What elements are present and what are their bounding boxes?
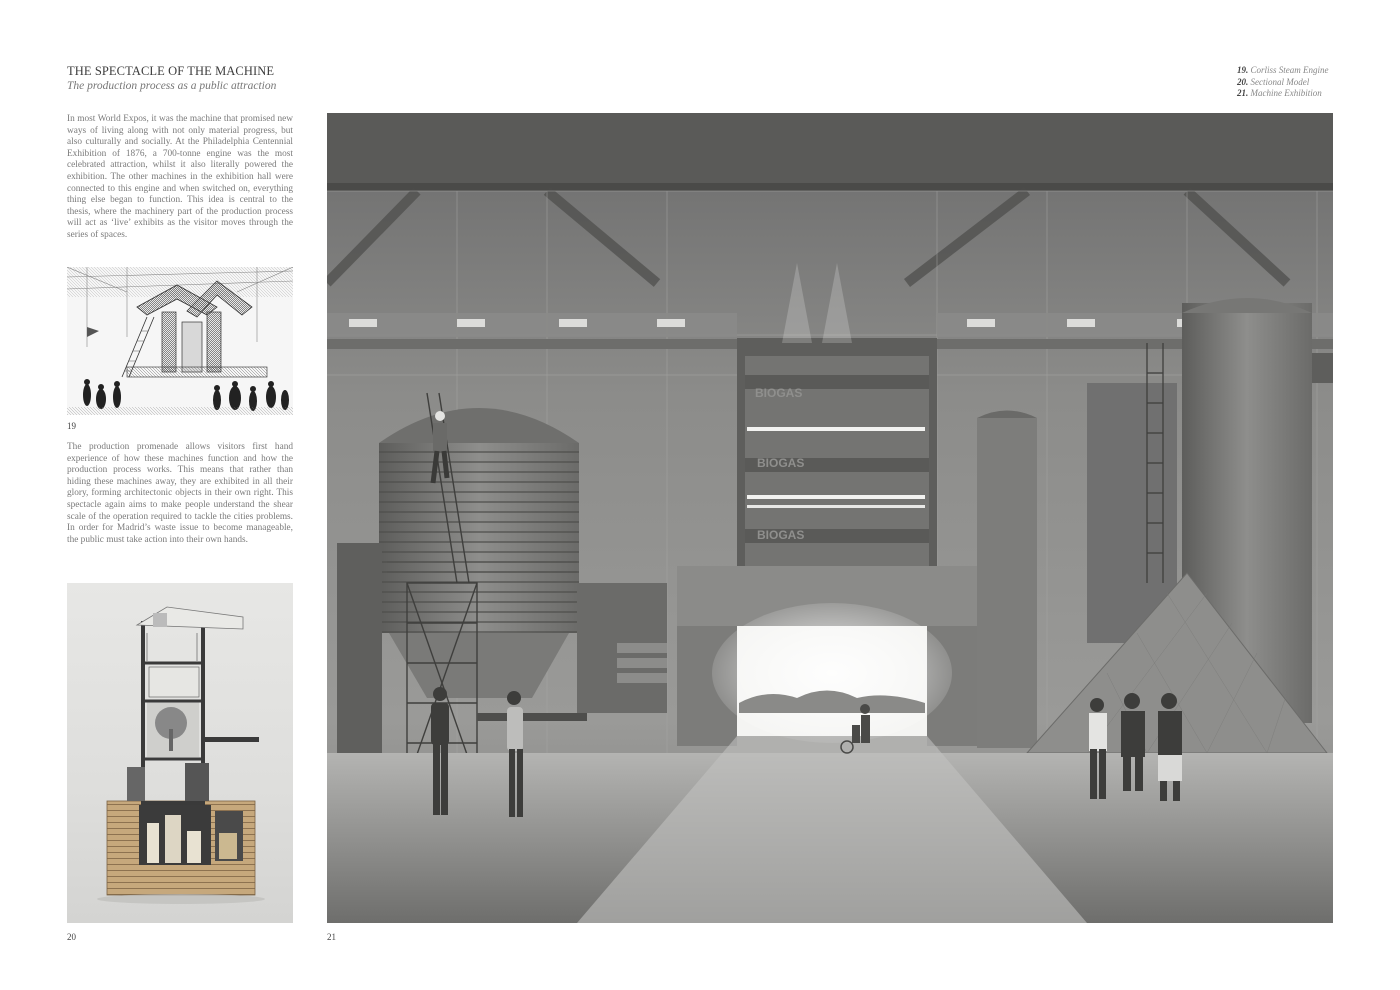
- intro-paragraph: In most World Expos, it was the machine that promised new ways of living along with not only material progress, but also culturally and socially. At the Philadelphia Centennial Exhibition of 1876, a 700-tonne engine was the most celebrated attraction, whilst it also literally powered the exhibition. The other machines in the exhibition hall were connected to this engine and when switched on, everything thing else began to function. This idea is central to the thesis, where the machinery part of the production process will act as ‘live’ exhibits as the visitor moves through the series of spaces.: [67, 114, 293, 240]
- page-subtitle: The production process as a public attraction: [67, 80, 277, 92]
- page-title: THE SPECTACLE OF THE MACHINE: [67, 64, 275, 78]
- machine-exhibition-render: [327, 113, 1333, 923]
- biogas-sign-1: BIOGAS: [755, 386, 803, 400]
- sectional-model-photo: [67, 583, 293, 923]
- corliss-engine-engraving: [67, 267, 293, 415]
- caption-21: 21. Machine Exhibition: [1237, 88, 1322, 98]
- caption-19: 19. Corliss Steam Engine: [1237, 65, 1329, 75]
- caption-20: 20. Sectional Model: [1237, 76, 1310, 87]
- figure-number-21: 21: [327, 932, 336, 942]
- figure-number-20: 20: [67, 932, 76, 942]
- promenade-paragraph: The production promenade allows visitors first hand experience of how these machines function and how the production process works. This means that rather than hiding these machines away, they are exhibited in all their glory, forming architectonic objects in their own right. This spectacle again aims to make people understand the shear scale of the operation required to tackle the cities problems. In order for Madrid’s waste issue to become manageable, the public must take action into their own hands.: [67, 442, 293, 545]
- figure-captions: [1237, 65, 1329, 100]
- figure-number-19: 19: [67, 421, 76, 431]
- biogas-sign-3: BIOGAS: [757, 528, 805, 542]
- biogas-sign-2: BIOGAS: [757, 456, 805, 470]
